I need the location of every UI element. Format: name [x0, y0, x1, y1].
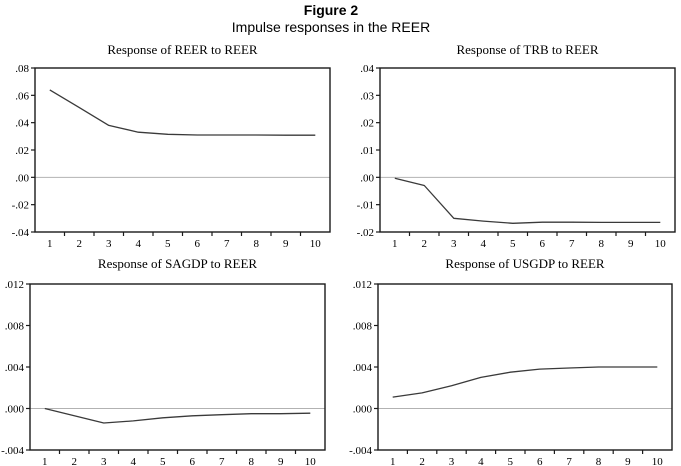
svg-text:1: 1 [389, 456, 396, 466]
svg-text:10: 10 [651, 456, 663, 466]
svg-text:.012: .012 [352, 279, 372, 291]
svg-text:3: 3 [451, 238, 457, 250]
svg-text:7: 7 [219, 456, 225, 466]
svg-text:6: 6 [194, 238, 200, 250]
svg-text:-.02: -.02 [356, 227, 374, 239]
svg-text:.04: .04 [360, 63, 374, 75]
svg-text:4: 4 [130, 456, 136, 466]
svg-text:4: 4 [478, 456, 484, 466]
svg-text:10: 10 [654, 238, 666, 250]
panel-response-reer-to-reer [0, 40, 340, 255]
svg-text:-.01: -.01 [356, 199, 374, 212]
svg-text:9: 9 [628, 238, 634, 250]
svg-text:.04: .04 [15, 117, 29, 130]
svg-text:4: 4 [480, 238, 486, 250]
svg-text:.01: .01 [360, 145, 374, 157]
chart-title-usgdp-to-reer: Response of USGDP to REER [445, 256, 605, 271]
chart-title-trb-to-reer: Response of TRB to REER [456, 42, 599, 57]
svg-text:2: 2 [419, 456, 425, 466]
line-chart-trb-to-reer [340, 40, 681, 255]
svg-text:6: 6 [539, 238, 545, 250]
svg-text:2: 2 [421, 238, 427, 250]
svg-text:.000: .000 [352, 403, 372, 416]
svg-text:5: 5 [165, 238, 171, 250]
svg-text:2: 2 [76, 238, 82, 250]
svg-text:6: 6 [189, 456, 195, 466]
panel-response-trb-to-reer [340, 40, 681, 255]
svg-text:-.04: -.04 [11, 227, 29, 239]
svg-text:.008: .008 [4, 320, 24, 333]
svg-text:8: 8 [253, 238, 259, 250]
svg-text:.02: .02 [360, 117, 374, 130]
svg-text:.00: .00 [15, 172, 29, 185]
svg-text:8: 8 [248, 456, 254, 466]
panel-response-sagdp-to-reer [0, 255, 340, 466]
svg-text:7: 7 [224, 238, 230, 250]
svg-text:5: 5 [507, 456, 514, 466]
svg-text:-.004: -.004 [1, 445, 24, 457]
svg-text:4: 4 [135, 238, 141, 250]
figure-subtitle: Impulse responses in the REER [231, 19, 431, 35]
svg-text:7: 7 [569, 238, 575, 250]
svg-text:.02: .02 [15, 145, 29, 157]
svg-text:.004: .004 [4, 362, 24, 374]
line-chart-reer-to-reer [0, 40, 340, 255]
svg-text:6: 6 [536, 456, 543, 466]
svg-text:.00: .00 [360, 172, 374, 185]
svg-text:.000: .000 [4, 403, 24, 416]
svg-text:2: 2 [71, 456, 77, 466]
svg-text:5: 5 [160, 456, 166, 466]
svg-text:10: 10 [309, 238, 321, 250]
svg-text:.012: .012 [4, 279, 24, 291]
svg-text:.008: .008 [352, 320, 372, 333]
svg-text:9: 9 [625, 456, 631, 466]
svg-text:3: 3 [106, 238, 112, 250]
svg-text:1: 1 [392, 238, 398, 250]
line-chart-sagdp-to-reer [0, 255, 340, 466]
chart-title-reer-to-reer: Response of REER to REER [107, 42, 258, 57]
svg-text:.08: .08 [15, 63, 29, 75]
svg-text:8: 8 [598, 238, 604, 250]
panel-response-usgdp-to-reer [340, 255, 681, 466]
svg-text:.004: .004 [352, 362, 372, 374]
svg-text:1: 1 [42, 456, 48, 466]
svg-text:7: 7 [566, 456, 572, 466]
svg-text:3: 3 [448, 456, 455, 466]
svg-text:3: 3 [101, 456, 107, 466]
chart-title-sagdp-to-reer: Response of SAGDP to REER [97, 256, 258, 271]
figure-header [0, 2, 662, 36]
line-chart-usgdp-to-reer [340, 255, 681, 466]
figure-label: Figure 2 [303, 2, 359, 18]
svg-text:8: 8 [595, 456, 602, 466]
svg-text:9: 9 [283, 238, 289, 250]
svg-text:5: 5 [510, 238, 516, 250]
svg-text:1: 1 [47, 238, 53, 250]
svg-text:9: 9 [278, 456, 284, 466]
svg-text:10: 10 [304, 456, 316, 466]
svg-text:-.004: -.004 [349, 445, 372, 457]
svg-text:.03: .03 [360, 90, 374, 103]
svg-text:-.02: -.02 [11, 199, 29, 212]
svg-text:.06: .06 [15, 90, 29, 103]
